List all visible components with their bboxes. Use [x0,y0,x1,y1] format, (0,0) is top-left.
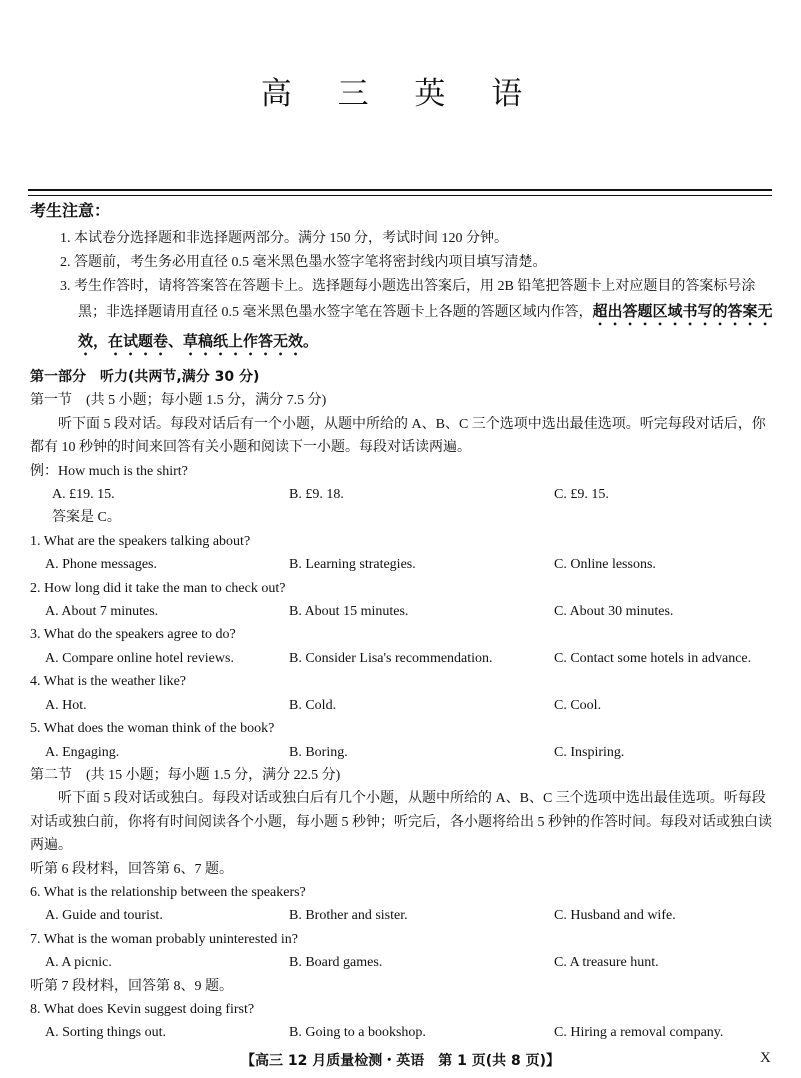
q4-option-c: C. Cool. [554,697,602,713]
exam-body [30,366,775,1045]
q7-option-c: C. A treasure hunt. [554,955,659,971]
question-5-options [30,741,775,764]
question-2: 2. How long did it take the man to check out? [30,580,286,596]
example-option-b: B. £9. 18. [289,487,344,503]
section1-instructions: 听下面 5 段对话。每段对话后有一个小题，从题中所给的 A、B、C 三个选项中选出最佳选项。听完每段对话后，你都有 10 秒钟的时间来回答有关小题和阅读下一小题。每段对话读两遍。 [30,416,766,456]
footer-mark: X [760,1050,771,1066]
material-6-label: 听第 6 段材料，回答第 6、7 题。 [30,861,233,877]
q4-option-a: A. Hot. [45,697,87,713]
notice-item-1: 1. 本试卷分选择题和非选择题两部分。满分 150 分，考试时间 120 分钟。 [60,231,508,246]
q2-option-c: C. About 30 minutes. [554,604,674,620]
q2-option-b: B. About 15 minutes. [289,604,409,620]
q7-option-b: B. Board games. [289,955,383,971]
question-1: 1. What are the speakers talking about? [30,533,251,549]
question-4-options [30,694,775,717]
q5-option-c: C. Inspiring. [554,744,625,760]
notice-item-3-text: 3. 考生作答时，请将答案答在答题卡上。选择题每小题选出答案后，用 2B 铅笔把答题卡上对应题目的答案标号涂黑；非选择题请用直径 0.5 毫米黑色墨水签字笔在答题卡上各题的答题区域内作答， [60,279,756,320]
header-rule-thin [28,195,772,196]
question-2-options [30,600,775,623]
q5-option-a: A. Engaging. [45,744,120,760]
q3-option-a: A. Compare online hotel reviews. [45,650,234,666]
notice-block [30,198,774,359]
part1-heading: 第一部分 听力(共两节,满分 30 分) [30,369,260,385]
header-rule-thick [28,189,772,191]
question-7-options [30,951,775,974]
example-option-a: A. £19. 15. [52,487,115,503]
q8-option-a: A. Sorting things out. [45,1025,166,1041]
example-options [30,483,775,506]
section2-heading: 第二节 (共 15 小题；每小题 1.5 分，满分 22.5 分) [30,767,341,783]
example-option-c: C. £9. 15. [554,487,609,503]
question-8: 8. What does Kevin suggest doing first? [30,1001,255,1017]
q6-option-b: B. Brother and sister. [289,908,408,924]
page-footer: 【高三 12 月质量检测・英语 第 1 页(共 8 页)】 [240,1053,560,1069]
section2-instructions: 听下面 5 段对话或独白。每段对话或独白后有几个小题，从题中所给的 A、B、C 三个选项中选出最佳选项。听每段对话或独白前，你将有时间阅读各个小题，每小题 5 秒钟；听完后，各小题将给出 5 秒钟的作答时间。每段对话或独白读两遍。 [30,791,772,854]
notice-item-3-emphasis: 超出答题区域书写的答案无效，在试题卷、草稿纸上作答无效。 [78,302,773,350]
question-7: 7. What is the woman probably uninterested in? [30,931,299,947]
question-8-options [30,1021,775,1044]
q7-option-a: A. A picnic. [45,955,112,971]
example-question: 例：How much is the shirt? [30,463,188,479]
section1-heading: 第一节 (共 5 小题；每小题 1.5 分，满分 7.5 分) [30,393,327,409]
question-1-options [30,553,775,576]
q1-option-c: C. Online lessons. [554,557,656,573]
q1-option-a: A. Phone messages. [45,557,157,573]
q5-option-b: B. Boring. [289,744,348,760]
q8-option-b: B. Going to a bookshop. [289,1025,426,1041]
example-answer: 答案是 C。 [52,510,121,526]
q8-option-c: C. Hiring a removal company. [554,1025,724,1041]
notice-item-3 [30,275,774,359]
question-3: 3. What do the speakers agree to do? [30,627,236,643]
page-title: 高 三 英 语 [260,76,541,112]
q1-option-b: B. Learning strategies. [289,557,416,573]
q3-option-b: B. Consider Lisa's recommendation. [289,650,493,666]
question-5: 5. What does the woman think of the book? [30,721,275,737]
material-7-label: 听第 7 段材料，回答第 8、9 题。 [30,978,233,994]
notice-item-2: 2. 答题前，考生务必用直径 0.5 毫米黑色墨水签字笔将密封线内项目填写清楚。 [60,255,547,270]
q6-option-c: C. Husband and wife. [554,908,676,924]
q3-option-c: C. Contact some hotels in advance. [554,650,752,666]
question-3-options [30,647,775,670]
notice-heading: 考生注意： [30,201,111,220]
q4-option-b: B. Cold. [289,697,337,713]
q2-option-a: A. About 7 minutes. [45,604,159,620]
question-6: 6. What is the relationship between the speakers? [30,884,306,900]
question-4: 4. What is the weather like? [30,674,187,690]
q6-option-a: A. Guide and tourist. [45,908,163,924]
question-6-options [30,904,775,927]
